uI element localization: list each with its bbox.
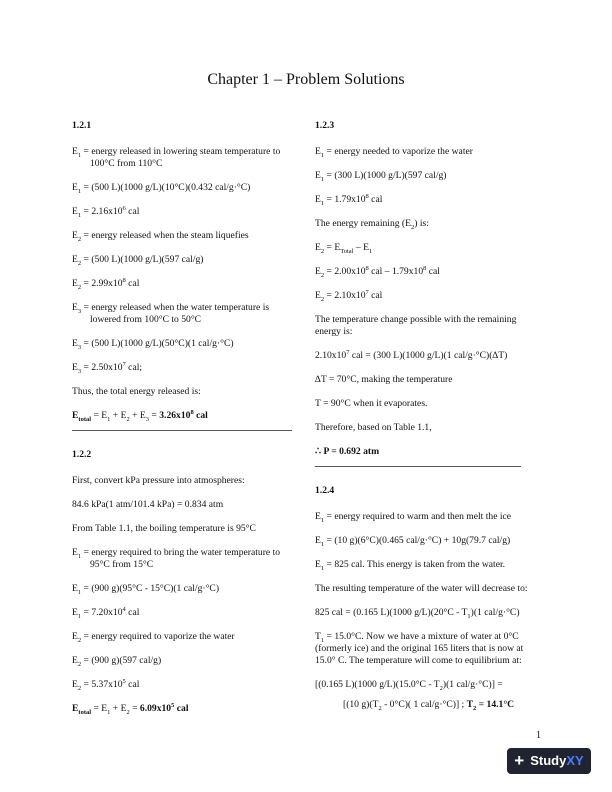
s124-decrease: The resulting temperature of the water will decrease to: — [315, 582, 528, 594]
s124-equilibrium-eq: [(0.165 L)(1000 $g/L)(15.0^\circ C - T_2)(1$ cal/g·°C)] = — [315, 678, 503, 692]
s121-e3-definition: $E_3$ = energy released when the water temperature is lowered from 100°C to 50°C — [72, 301, 270, 325]
s121-e2-definition: $E_2$ = energy released when the steam liquefies — [72, 229, 249, 243]
s123-dt-equation: $2.10x10^7$ cal = (300 L)(1000 g/L)(1 cal/g·°C)(∆T) — [315, 348, 508, 361]
s121-e2-calc: $E_2 = (500$ L)(1000 g/L)(597 cal/g) — [72, 253, 204, 267]
s123-therefore: Therefore, based on Table 1.1, — [315, 421, 432, 433]
right-column — [315, 120, 543, 723]
s123-e1-calc: $E_1 = (300$ L)(1000 g/L)(597 cal/g) — [315, 169, 447, 183]
s124-t1-result: $T_1 = 15.0^\circ C$. Now we have a mixture of water at 0°C (formerly ice) and the original 165 liters that is now at 15.0° C. The temperature will come to equilibrium at: — [315, 630, 524, 666]
section-heading-1-2-3: 1.2.3 — [315, 120, 335, 131]
left-column — [72, 120, 292, 727]
s122-boiling: From Table 1.1, the boiling temperature is 95°C — [72, 522, 256, 534]
section-heading-1-2-1: 1.2.1 — [72, 120, 92, 131]
s124-equation: 825 cal = (0.165 L)(1000 $g/L)(20^\circ C - T_1)(1$ cal/g·°C) — [315, 606, 520, 620]
s122-e1-calc: $E_1 = (900$ g)(95°C - 15°C)(1 cal/g·°C) — [72, 582, 220, 596]
s122-e2-value: $E_2 = 5.37x10^5$ cal — [72, 677, 140, 692]
s121-e2-value: $E_2 = 2.99x10^8$ cal — [72, 276, 140, 291]
s123-e1-definition: $E_1$ = energy needed to vaporize the water — [315, 145, 473, 159]
s121-e1-definition: $E_1$ = energy released in lowering steam temperature to 100°C from 110°C — [72, 145, 281, 169]
s121-e3-calc: $E_3 = (500$ L)(1000 g/L)(50°C)(1 cal/g·°C) — [72, 337, 234, 351]
s124-e1-value: $E_1 = 825$ cal. This energy is taken from the water. — [315, 558, 506, 572]
page-number: 1 — [536, 730, 541, 741]
s123-e1-value: $E_1 = 1.79x10^8$ cal — [315, 192, 383, 207]
s123-e2-calc: $E_2 = 2.00x10^8$ cal – $1.79x10^8$ cal — [315, 264, 440, 279]
page-title: Chapter 1 – Problem Solutions — [207, 71, 405, 88]
s124-e1-calc: $E_1 = (10$ g)(6°C)(0.465 cal/g·°C) + 10g(79.7 cal/g) — [315, 534, 511, 548]
s123-answer: ∴ P = 0.692 atm — [315, 445, 380, 457]
s122-e2-definition: $E_2$ = energy required to vaporize the water — [72, 630, 235, 644]
s122-intro: First, convert kPa pressure into atmospheres: — [72, 474, 245, 486]
section-heading-1-2-4: 1.2.4 — [315, 484, 335, 496]
s123-dt-result: ∆T = 70°C, making the temperature — [315, 373, 453, 385]
brand-name: StudyXY — [530, 752, 584, 768]
s122-total: $E_{total} = E_1 + E_2 = 6.09x10^5$ cal — [72, 701, 189, 716]
s122-convert: 84.6 kPa(1 atm/101.4 kPa) = 0.834 atm — [72, 498, 224, 510]
s121-e1-value: $E_1 = 2.16x10^6$ cal — [72, 204, 140, 219]
s123-temp-change: The temperature change possible with the remaining energy is: — [315, 313, 517, 337]
section-heading-1-2-2: 1.2.2 — [72, 448, 92, 460]
studyxy-badge[interactable] — [507, 748, 591, 774]
s124-e1-definition: $E_1$ = energy required to warm and then melt the ice — [315, 510, 512, 524]
s123-e2-equation: $E_2 = E_{Total} - E_1$ — [315, 241, 373, 255]
section-divider — [315, 466, 521, 467]
s123-e2-value: $E_2 = 2.10x10^7$ cal — [315, 288, 383, 303]
s123-t-result: T = 90°C when it evaporates. — [315, 397, 428, 409]
s123-remaining: The energy remaining $(E_2)$ is: — [315, 217, 429, 231]
s122-e1-value: $E_1 = 7.20x10^4$ cal — [72, 605, 140, 620]
s121-e3-value: $E_3 = 2.50x10^7$ cal; — [72, 360, 143, 375]
s121-thus: Thus, the total energy released is: — [72, 385, 201, 397]
section-divider — [72, 430, 292, 431]
s121-total: $E_{total} = E_1 + E_2 + E_3 = 3.26x10^8$ cal — [72, 408, 208, 423]
s124-equilibrium-result: [(10 $g)(T_2 - 0^\circ C)$( 1 cal/g·°C)] ; $T_2 = 14.1^\circ C$ — [343, 698, 515, 712]
s122-e2-calc: $E_2 = (900$ g)(597 cal/g) — [72, 654, 162, 668]
s121-e1-calc: $E_1 = (500$ L)(1000 g/L)(10°C)(0.432 cal/g·°C) — [72, 181, 251, 195]
s122-e1-definition: $E_1$ = energy required to bring the water temperature to 95°C from 15°C — [72, 546, 281, 570]
plus-icon: + — [514, 751, 525, 771]
